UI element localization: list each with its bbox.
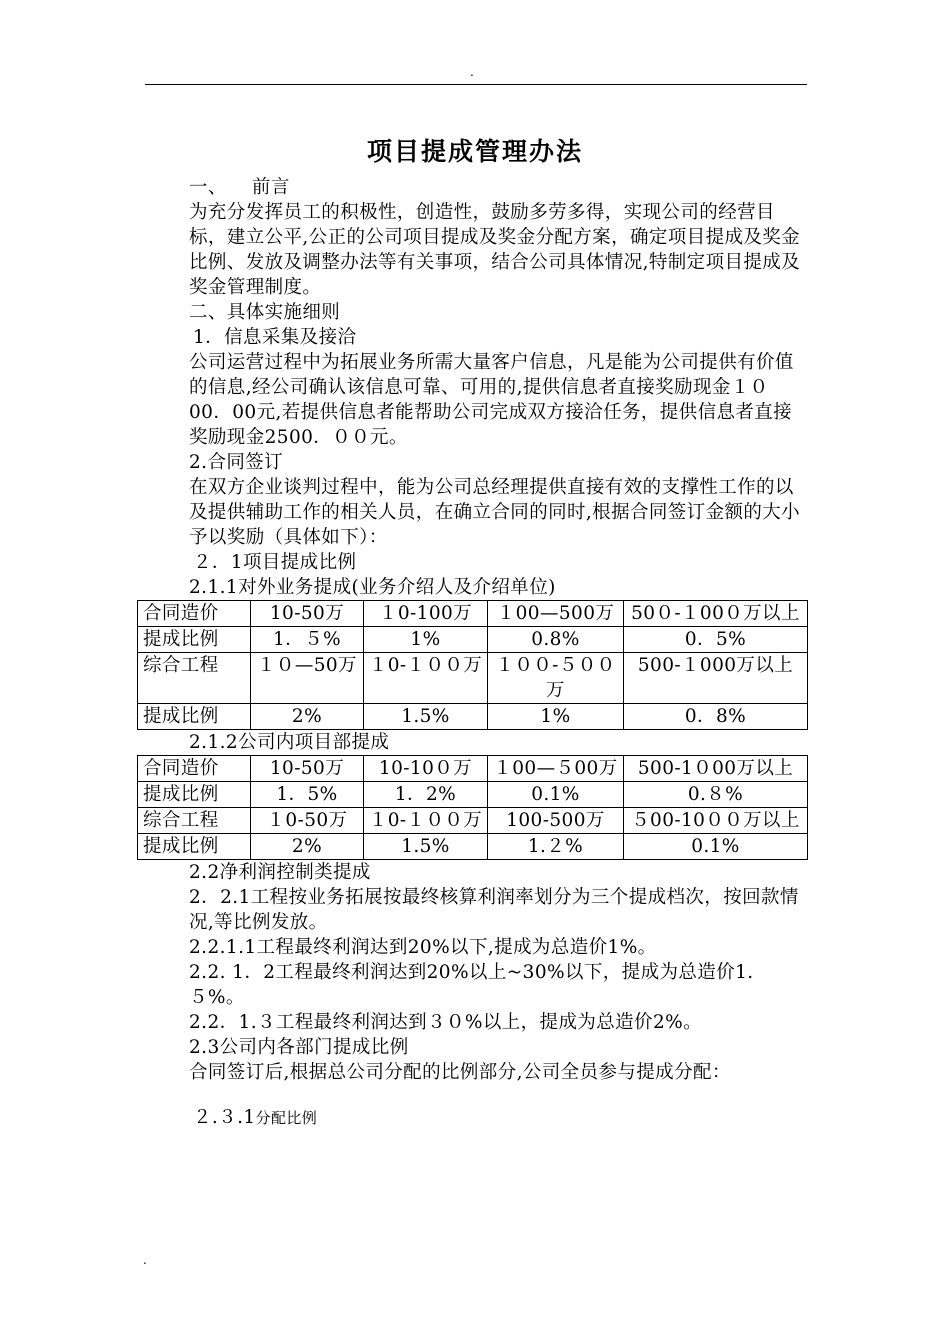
- section-1-heading: 一、 前言: [189, 177, 290, 198]
- internal-table-cell: 0.1%: [624, 834, 808, 860]
- external-table-cell: １０—50万: [251, 653, 364, 704]
- internal-table-cell: １0-50万: [251, 808, 364, 834]
- external-table-cell: 提成比例: [138, 704, 251, 730]
- internal-table-cell: 1．5%: [251, 782, 364, 808]
- external-table-cell: 0．8%: [624, 704, 808, 730]
- internal-table-row: [138, 782, 808, 808]
- internal-table-cell: 提成比例: [138, 834, 251, 860]
- document-body: [145, 175, 807, 1131]
- subsection-2-paragraph: 在双方企业谈判过程中，能为公司总经理提供直接有效的支撑性工作的以及提供辅助工作的相关人员，在确立合同的同时,根据合同签订金额的大小予以奖励（具体如下）：: [189, 477, 801, 548]
- subsection-2-1-1-heading: 2.1.1对外业务提成(业务介绍人及介绍单位): [189, 577, 556, 598]
- internal-table-row: [138, 808, 808, 834]
- external-table-cell: 0.8%: [488, 627, 624, 653]
- subsection-2-1-heading: ２．1项目提成比例: [193, 552, 357, 573]
- external-table-cell: 500-１000万以上: [624, 653, 808, 704]
- internal-table-cell: 100-500万: [488, 808, 624, 834]
- internal-table-cell: １0-１００万: [364, 808, 488, 834]
- subsection-2-1-2-heading: 2.1.2公司内项目部提成: [189, 732, 390, 753]
- external-table-cell: １0-１００万: [364, 653, 488, 704]
- external-table-cell: １００-５００万: [488, 653, 624, 704]
- internal-table-cell: 10-50万: [251, 756, 364, 782]
- external-table-row: [138, 627, 808, 653]
- internal-table-cell: 合同造价: [138, 756, 251, 782]
- internal-table-cell: ５00-10００万以上: [624, 808, 808, 834]
- subsection-2-3-1-number: ２.３.1: [193, 1107, 256, 1128]
- internal-table-row: [138, 834, 808, 860]
- subsection-2-3-1-label: 分配比例: [255, 1109, 318, 1127]
- internal-table-row: [138, 756, 808, 782]
- external-table-cell: 2%: [251, 704, 364, 730]
- external-table-cell: 1%: [488, 704, 624, 730]
- external-table-cell: １00—500万: [488, 601, 624, 627]
- internal-table-cell: 1.２%: [488, 834, 624, 860]
- external-table-row: [138, 601, 808, 627]
- external-table-cell: 1.5%: [364, 704, 488, 730]
- internal-table-cell: 2%: [251, 834, 364, 860]
- internal-table-cell: 1.5%: [364, 834, 488, 860]
- document-title: 项目提成管理办法: [366, 137, 583, 166]
- internal-table-cell: １00—５00万: [488, 756, 624, 782]
- internal-table-cell: 1．2%: [364, 782, 488, 808]
- subsection-1-paragraph: 公司运营过程中为拓展业务所需大量客户信息，凡是能为公司提供有价值的信息,经公司确认该信息可靠、可用的,提供信息者直接奖励现金１０00．00元,若提供信息者能帮助公司完成双方接洽任务，提供信息者直接奖励现金2500．００元。: [189, 352, 794, 448]
- subsection-1-heading: 1．信息采集及接洽: [193, 327, 357, 348]
- section-2-heading: 二、具体实施细则: [189, 302, 341, 323]
- external-table-cell: 1%: [364, 627, 488, 653]
- external-table-cell: 综合工程: [138, 653, 251, 704]
- internal-table-cell: 10-10０万: [364, 756, 488, 782]
- external-table-row: [138, 704, 808, 730]
- internal-table-cell: 综合工程: [138, 808, 251, 834]
- internal-table-cell: 0.８%: [624, 782, 808, 808]
- section-1-paragraph: 为充分发挥员工的积极性，创造性，鼓励多劳多得，实现公司的经营目标，建立公平,公正的公司项目提成及奖金分配方案，确定项目提成及奖金比例、发放及调整办法等有关事项，结合公司具体情况,特制定项目提成及奖金管理制度。: [189, 202, 801, 298]
- external-table-cell: １0-100万: [364, 601, 488, 627]
- internal-table-cell: 提成比例: [138, 782, 251, 808]
- subsection-2-3-heading: 2.3公司内各部门提成比例: [189, 1037, 409, 1058]
- external-table-row: [138, 653, 808, 704]
- internal-table-cell: 500-1０00万以上: [624, 756, 808, 782]
- external-table-cell: 50０-１00０万以上: [624, 601, 808, 627]
- subsection-2-2-heading: 2.2净利润控制类提成: [189, 862, 371, 883]
- subsection-2-3-1-heading: [145, 1105, 807, 1131]
- footer-dot: .: [143, 1253, 147, 1267]
- subsection-2-heading: 2.合同签订: [189, 452, 284, 473]
- external-table-cell: 1．５%: [251, 627, 364, 653]
- external-table-cell: 提成比例: [138, 627, 251, 653]
- internal-table-cell: 0.1%: [488, 782, 624, 808]
- item-2-2-1-2: 2.2. 1．2工程最终利润达到20%以上~30%以下，提成为总造价1.５%。: [189, 962, 754, 1008]
- external-table-cell: 合同造价: [138, 601, 251, 627]
- header-dot: .: [470, 65, 474, 79]
- subsection-2-3-paragraph: 合同签订后,根据总公司分配的比例部分,公司全员参与提成分配：: [189, 1062, 731, 1083]
- external-table-cell: 0．5%: [624, 627, 808, 653]
- external-table-cell: 10-50万: [251, 601, 364, 627]
- header-rule: [145, 84, 807, 85]
- internal-commission-table: [137, 755, 808, 860]
- external-commission-table: [137, 600, 808, 730]
- item-2-2-1-3: 2.2．1.３工程最终利润达到３０%以上，提成为总造价2%。: [189, 1012, 703, 1033]
- subsection-2-2-1-paragraph: 2．2.1工程按业务拓展按最终核算利润率划分为三个提成档次，按回款情况,等比例发放。: [189, 887, 799, 933]
- item-2-2-1-1: 2.2.1.1工程最终利润达到20%以下,提成为总造价1%。: [189, 937, 657, 958]
